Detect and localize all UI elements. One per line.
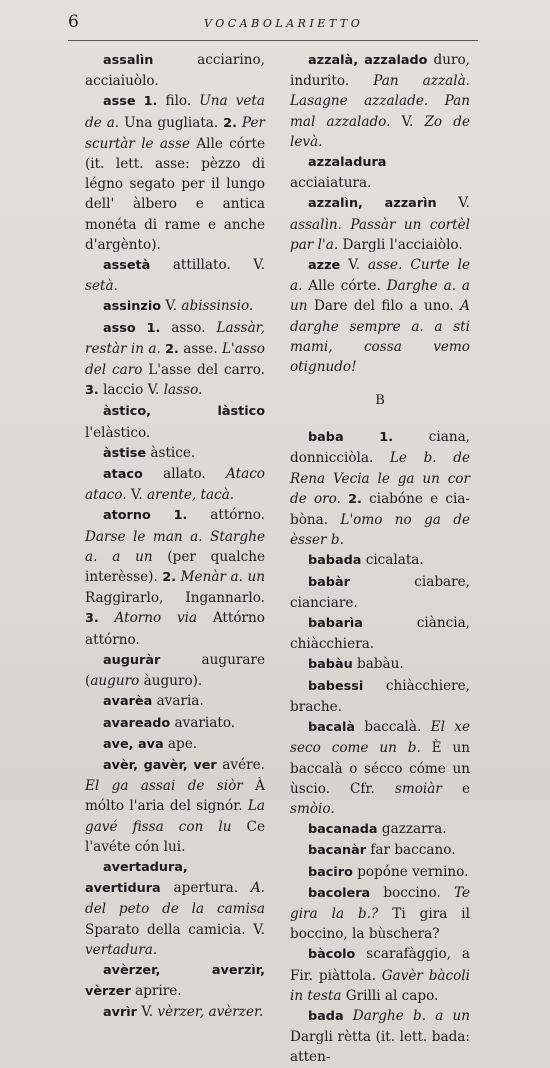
definition-text: àuguro).	[139, 673, 203, 690]
headword: azzalà, azzalado	[308, 53, 428, 68]
dictionary-entry	[85, 650, 265, 691]
dictionary-entry	[290, 255, 470, 377]
example-phrase: A. del peto de la camisa	[85, 880, 265, 918]
example-phrase: Darghe a. a un	[290, 278, 470, 315]
definition-text: Sparato della camicia. V.	[85, 921, 265, 938]
headword: auguràr	[103, 652, 161, 668]
example-phrase: A darghe sempre a. a sti mami, cossa vemo otignudo!	[290, 298, 470, 376]
example-phrase: Atorno via	[114, 610, 198, 627]
definition-text: chiàcchiere, brache.	[290, 677, 470, 715]
example-phrase: Zo de levà.	[290, 113, 470, 150]
dictionary-entry	[290, 862, 470, 883]
headword: azze	[308, 258, 341, 274]
headword: bada	[308, 1008, 344, 1024]
headword: avarèa	[103, 694, 153, 710]
definition-text: asse.	[178, 340, 222, 357]
definition-text: augurare (	[85, 651, 265, 690]
dictionary-entry	[85, 464, 265, 505]
headword: 2.	[165, 341, 179, 357]
definition-text: ciana, donnicciòla.	[290, 429, 470, 467]
definition-text: attillato. V.	[150, 257, 265, 274]
definition-text: e	[441, 780, 470, 797]
headword: bàcolo	[308, 947, 356, 963]
example-phrase: smòio.	[290, 800, 335, 817]
dictionary-entry	[290, 1006, 470, 1068]
example-phrase: Ataco ataco.	[85, 466, 265, 504]
dictionary-entry	[290, 883, 470, 945]
example-phrase: assalìn. Passàr un cortèl par l'a.	[290, 216, 470, 253]
definition-text	[136, 320, 147, 336]
definition-text: ape.	[163, 735, 198, 752]
headword: 2.	[162, 570, 177, 586]
headword: 2.	[348, 491, 362, 507]
definition-text	[344, 429, 380, 445]
dictionary-entry	[85, 713, 265, 734]
definition-text: L'asse del carro.	[142, 362, 265, 379]
example-phrase: smoiàr	[394, 780, 442, 797]
dictionary-entry	[290, 944, 470, 1006]
headword: bacalà	[308, 720, 356, 736]
headword: 3.	[85, 383, 99, 399]
definition-text: filo.	[157, 93, 200, 110]
definition-text: V.	[137, 1004, 158, 1021]
headword: ave, ava	[103, 736, 164, 752]
headword: babessi	[308, 678, 364, 694]
headword: 1.	[146, 320, 161, 336]
example-phrase: L'omo no ga de èsser b.	[290, 512, 470, 549]
dictionary-entry	[290, 654, 470, 675]
definition-text	[136, 93, 144, 109]
definition-text: Alle córte.	[302, 278, 387, 295]
headword: azzaladura	[308, 155, 387, 171]
example-phrase: auguro	[90, 673, 140, 690]
dictionary-entry	[85, 691, 265, 712]
headword: 3.	[85, 611, 99, 627]
right-column	[290, 50, 470, 1068]
section-letter: B	[375, 393, 385, 409]
definition-text	[344, 1008, 353, 1024]
definition-text: Ti gira il boccino, la bùschera?	[290, 905, 470, 943]
definition-text: babàu.	[352, 656, 404, 673]
page-number: 6	[68, 12, 79, 32]
definition-text: gazzarra.	[377, 821, 447, 838]
dictionary-entry	[290, 550, 470, 571]
example-phrase: vèrzer, avèrzer.	[157, 1004, 264, 1021]
dictionary-entry	[85, 857, 265, 960]
example-phrase: asse. Curte le a.	[290, 257, 470, 295]
definition-text: È un baccalà o sécco cóme un ùscio. Cfr.	[290, 740, 471, 797]
example-phrase: Darghe b. a un	[352, 1007, 471, 1024]
example-phrase: L'asso del caro	[85, 340, 265, 379]
definition-text: avariato.	[170, 714, 236, 731]
definition-text: (per qualche interèsse).	[85, 548, 266, 586]
headword: babada	[308, 553, 362, 569]
definition-text: Grilli al capo.	[341, 987, 439, 1004]
left-column	[85, 50, 265, 1024]
definition-text: avére.	[216, 756, 265, 773]
definition-text: Dargli l'acciaiòlo.	[338, 236, 463, 253]
dictionary-entry	[290, 717, 470, 819]
headword: àstico, làstico	[103, 404, 265, 420]
headword: avèr, gavèr, ver	[103, 757, 217, 773]
definition-text: Una gugliata.	[119, 114, 224, 131]
example-phrase: Gavèr bàcoli in testa	[290, 967, 470, 1004]
definition-text	[99, 610, 115, 626]
definition-text: aprire.	[130, 983, 182, 1000]
example-phrase: vertadura.	[85, 941, 158, 958]
dictionary-entry	[85, 443, 265, 464]
headword: atorno	[103, 508, 151, 524]
headword: asse	[103, 94, 136, 110]
example-phrase: Le b. de Rena Vecia le ga un cor de oro.	[290, 450, 470, 507]
example-phrase: Te gira la b.?	[290, 884, 470, 922]
headword: avertadura, avertidura	[85, 859, 188, 897]
definition-text: Raggirarlo, Ingannarlo.	[85, 590, 265, 607]
definition-text: V.	[126, 487, 147, 504]
definition-text: ciabare, cianciare.	[290, 573, 470, 611]
headword: assetà	[103, 258, 151, 274]
dictionary-entry	[85, 50, 265, 91]
definition-text: ciabóne e ciabòna.	[290, 490, 470, 529]
definition-text: acciaiatura.	[290, 175, 372, 192]
headword: 1.	[379, 430, 394, 446]
definition-text: popóne vernino.	[352, 863, 469, 880]
example-phrase: Una veta de a.	[85, 93, 265, 131]
dictionary-entry	[85, 734, 265, 755]
dictionary-entry	[85, 755, 265, 857]
example-phrase: El xe seco come un b.	[290, 719, 470, 757]
definition-text: allato.	[142, 466, 227, 483]
dictionary-entry	[290, 50, 470, 152]
headword: bacanada	[308, 822, 378, 838]
definition-text	[151, 507, 174, 523]
headword: bacanàr	[308, 843, 367, 859]
header-rule	[68, 40, 478, 41]
dictionary-entry	[85, 1002, 265, 1023]
example-phrase: El ga assai de siòr	[85, 778, 243, 795]
definition-text: acciarino, acciaiuòlo.	[85, 52, 265, 90]
definition-text: duro, indurito.	[290, 52, 470, 90]
headword: ataco	[103, 467, 143, 483]
dictionary-entry	[290, 840, 470, 861]
headword: avèrzer, averzìr, vèrzer	[85, 962, 265, 1000]
definition-text: Dare del filo a uno.	[307, 298, 461, 315]
definition-text: V.	[161, 298, 182, 315]
definition-text: àstice.	[146, 444, 196, 461]
definition-text: Dargli rètta (it. lett. bada: atten-	[290, 1029, 470, 1066]
headword: 1.	[143, 94, 158, 110]
running-head: VOCABOLARIETTO	[204, 17, 364, 30]
dictionary-entry	[85, 401, 265, 442]
headword: babàr	[308, 574, 350, 590]
definition-text: scarafàggio, a Fir. piàttola.	[290, 946, 470, 984]
definition-text: V.	[436, 195, 470, 212]
example-phrase: Lassàr, restàr in a.	[85, 319, 265, 357]
definition-text: avaria.	[152, 693, 204, 710]
definition-text: ciància, chiàcchiera.	[290, 615, 470, 653]
headword: baciro	[308, 864, 353, 880]
example-phrase: abissinsio.	[181, 298, 254, 315]
headword: avareado	[103, 715, 171, 731]
dictionary-entry	[290, 427, 470, 550]
definition-text: boccino.	[370, 884, 454, 901]
dictionary-entry	[290, 676, 470, 717]
definition-text: l'elàstico.	[85, 424, 151, 441]
dictionary-entry	[290, 819, 470, 840]
definition-text: laccio V.	[98, 382, 164, 399]
headword: 1.	[173, 508, 188, 524]
definition-text: Attórno attórno.	[85, 610, 265, 648]
definition-text: Ce l'avéte cón lui.	[85, 818, 265, 855]
headword: assalìn	[103, 53, 154, 68]
example-phrase: Darse le man a. Starghe a. a un	[85, 528, 265, 565]
definition-text: far baccano.	[366, 842, 456, 859]
dictionary-entry	[85, 318, 265, 402]
headword: babàu	[308, 657, 353, 673]
headword: 2.	[223, 115, 237, 131]
headword: asso	[103, 320, 136, 336]
definition-text: apertura.	[160, 880, 251, 897]
headword: avrìr	[103, 1005, 137, 1021]
dictionary-entry	[85, 505, 265, 649]
example-phrase: Menàr a. un	[180, 569, 265, 586]
definition-text: Alle córte (it. lett. asse: pèzzo di légno segato per il lungo dell' àlbero e antica monéta di rame e anche d'argènto).	[85, 135, 265, 253]
definition-text: asso.	[160, 319, 217, 336]
definition-text: baccalà.	[355, 719, 431, 736]
dictionary-entry	[85, 960, 265, 1002]
dictionary-entry	[290, 152, 470, 193]
definition-text: À mólto l'aria del signór.	[85, 778, 265, 815]
headword: azzalìn, azzarìn	[308, 196, 437, 212]
dictionary-entry	[85, 255, 265, 296]
definition-text: V.	[340, 257, 368, 274]
example-phrase: lasso.	[163, 382, 203, 399]
headword: babarìa	[308, 616, 363, 632]
example-phrase: Per scurtàr le asse	[85, 114, 265, 152]
headword: bacolera	[308, 885, 371, 901]
dictionary-entry	[85, 296, 265, 317]
headword: assinzio	[103, 299, 161, 315]
page-header	[68, 12, 478, 36]
example-phrase: arente, tacà.	[146, 487, 235, 504]
example-phrase: Pan azzalà. Lasagne azzalade. Pan mal azzalado.	[290, 73, 470, 130]
definition-text: attórno.	[187, 507, 265, 524]
headword: àstise	[103, 445, 147, 461]
definition-text: V.	[390, 113, 425, 130]
example-phrase: La gavé fissa con lu	[85, 798, 265, 835]
example-phrase: setà.	[85, 278, 118, 295]
dictionary-entry	[290, 193, 470, 255]
dictionary-entry	[290, 572, 470, 613]
dictionary-entry	[290, 613, 470, 654]
definition-text: cicalata.	[361, 552, 424, 569]
headword: baba	[308, 430, 344, 446]
dictionary-entry	[85, 91, 265, 255]
